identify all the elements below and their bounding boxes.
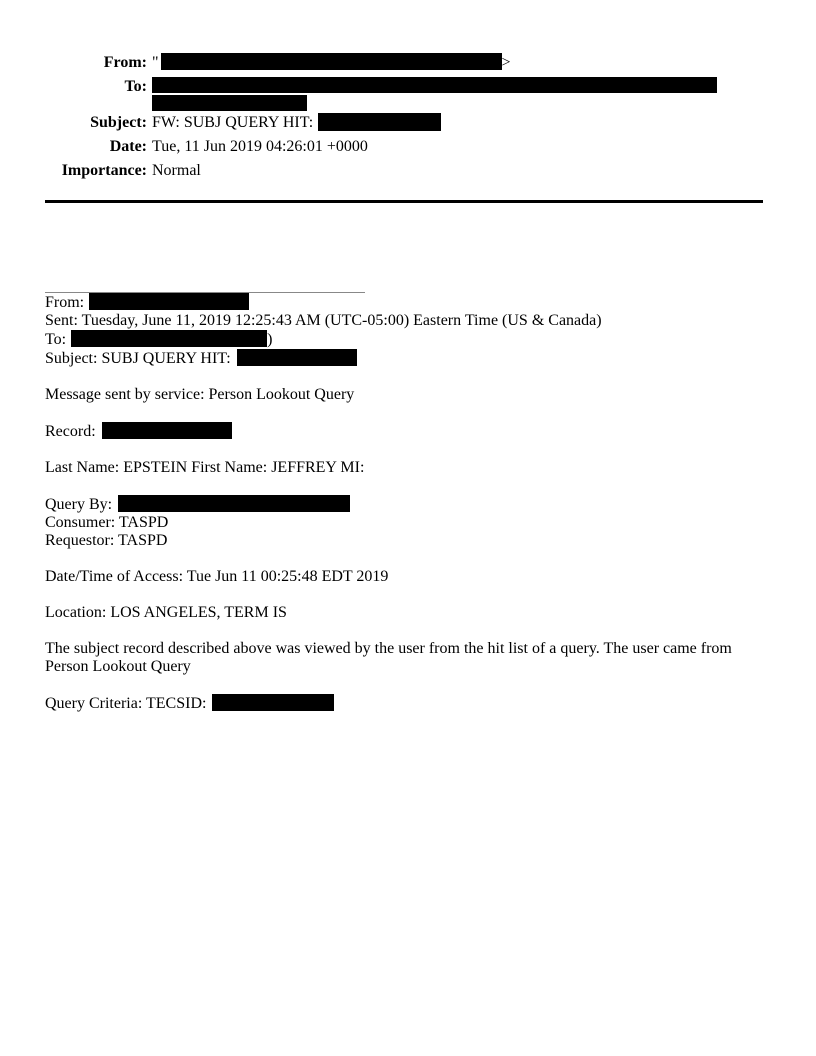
redaction-bar (212, 694, 334, 711)
name-line: Last Name: EPSTEIN First Name: JEFFREY MI: (45, 459, 365, 476)
access-line-group (45, 568, 763, 586)
subject-value (152, 111, 763, 135)
query-by-label: Query By: (45, 496, 113, 513)
forwarded-to-label: To: (45, 331, 67, 348)
redaction-bar (237, 349, 357, 366)
name-line-group (45, 459, 763, 477)
from-label: From: (103, 54, 147, 71)
note-paragraph (45, 640, 763, 676)
record-label: Record: (45, 423, 96, 440)
forwarded-header (45, 293, 763, 368)
redaction-bar (71, 330, 267, 347)
redaction-bar (102, 422, 232, 439)
forwarded-from-line (45, 293, 763, 312)
service-line: Message sent by service: Person Lookout Query (45, 386, 355, 403)
forwarded-subject-label: Subject: SUBJ QUERY HIT: (45, 350, 231, 367)
record-line (45, 422, 763, 441)
consumer-line: Consumer: TASPD (45, 514, 169, 531)
redaction-bar (89, 293, 249, 310)
forwarded-to-line (45, 330, 763, 349)
importance-label: Importance: (61, 162, 147, 179)
redaction-bar (152, 95, 307, 111)
forwarded-sent-line: Sent: Tuesday, June 11, 2019 12:25:43 AM (UTC-05:00) Eastern Time (US & Canada) (45, 312, 602, 329)
header-row-to (45, 75, 763, 111)
requestor-line: Requestor: TASPD (45, 532, 168, 549)
from-value-suffix: > (501, 54, 511, 71)
email-body (45, 293, 763, 713)
subject-value-text: FW: SUBJ QUERY HIT: (152, 114, 314, 131)
redaction-bar (118, 495, 350, 512)
from-value (152, 51, 763, 75)
location-line-group (45, 604, 763, 622)
header-row-importance (45, 159, 763, 183)
access-line: Date/Time of Access: Tue Jun 11 00:25:48 EDT 2019 (45, 568, 389, 585)
email-header (45, 51, 763, 183)
from-value-prefix: " (152, 54, 159, 71)
date-value: Tue, 11 Jun 2019 04:26:01 +0000 (152, 138, 368, 155)
redaction-bar (161, 53, 502, 70)
note-line-1: The subject record described above was viewed by the user from the hit list of a query. The user came from (45, 640, 732, 657)
redaction-bar (318, 113, 441, 131)
query-criteria-group (45, 694, 763, 713)
date-label: Date: (109, 138, 147, 155)
forwarded-from-label: From: (45, 294, 85, 311)
query-criteria-label: Query Criteria: TECSID: (45, 695, 207, 712)
query-info-group (45, 495, 763, 550)
redaction-bar (152, 77, 717, 93)
record-line-group (45, 422, 763, 441)
forwarded-to-suffix: ) (267, 331, 273, 348)
to-value (152, 75, 763, 111)
note-line-2: Person Lookout Query (45, 658, 191, 675)
service-line-group (45, 386, 763, 404)
header-row-from (45, 51, 763, 75)
header-row-subject (45, 111, 763, 135)
header-row-date (45, 135, 763, 159)
query-criteria-line (45, 694, 763, 713)
subject-label: Subject: (90, 114, 147, 131)
header-divider-rule (45, 200, 763, 203)
location-line: Location: LOS ANGELES, TERM IS (45, 604, 287, 621)
importance-value: Normal (152, 162, 201, 179)
query-by-line (45, 495, 763, 514)
to-label: To: (124, 78, 147, 95)
forwarded-subject-line (45, 349, 763, 368)
